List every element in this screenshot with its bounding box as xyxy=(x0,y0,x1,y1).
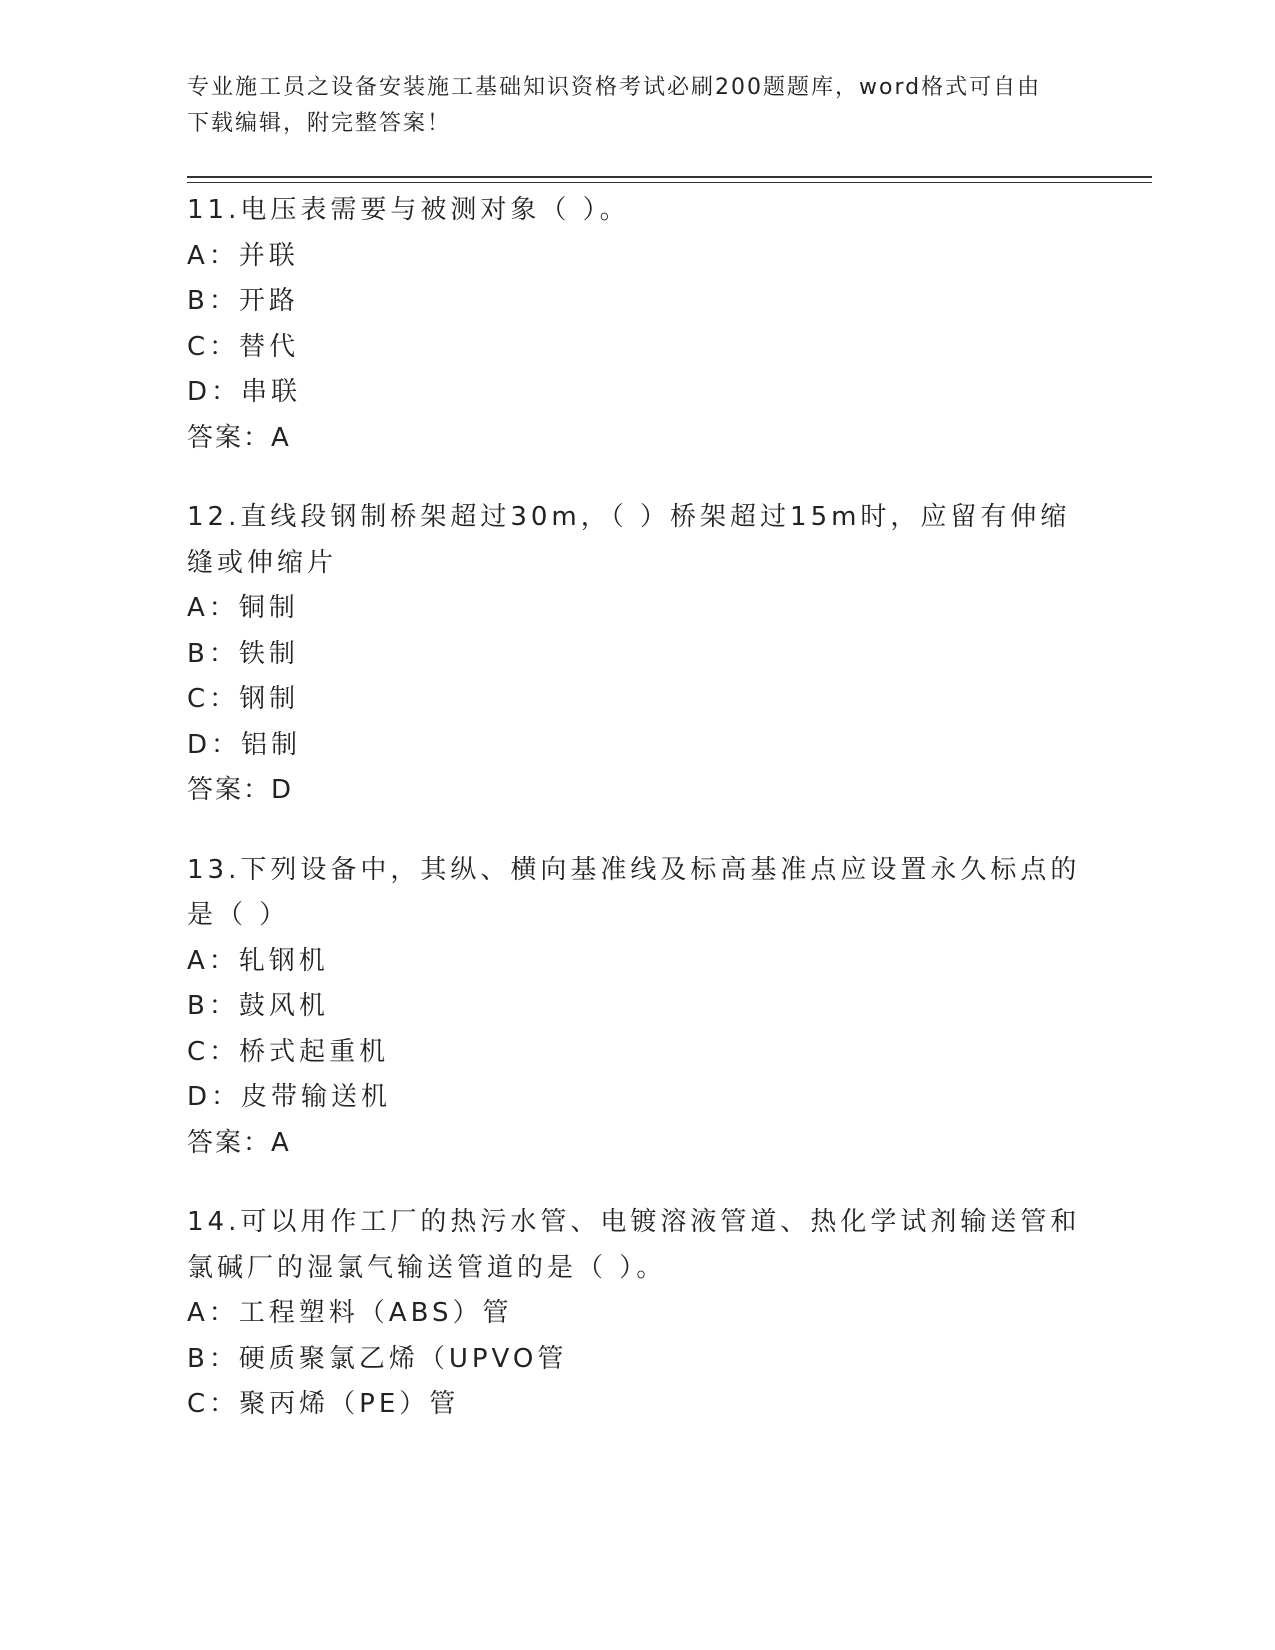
question-12 xyxy=(187,495,1087,814)
question-11 xyxy=(187,188,1087,461)
option-d: D：铝制 xyxy=(187,729,302,760)
option-c: C：聚丙烯（PE）管 xyxy=(187,1389,460,1419)
option-c: C：钢制 xyxy=(187,684,300,714)
option-d: D：串联 xyxy=(187,377,302,407)
option-c: C：替代 xyxy=(187,331,300,362)
option-b: B：硬质聚氯乙烯（UPVO管 xyxy=(187,1343,568,1374)
header-line-1: 专业施工员之设备安装施工基础知识资格考试必刷200题题库，word格式可自由 xyxy=(187,75,1042,100)
question-text: 13.下列设备中，其纵、横向基准线及标高基准点应设置永久标点的是（ ） xyxy=(187,854,1081,930)
question-text: 11.电压表需要与被测对象（ ）。 xyxy=(187,195,630,225)
header-divider-thin xyxy=(187,182,1152,183)
document-header xyxy=(187,70,1087,142)
question-text: 14.可以用作工厂的热污水管、电镀溶液管道、热化学试剂输送管和氯碱厂的湿氯气输送管道的是（ ）。 xyxy=(187,1207,1081,1283)
option-a: A：轧钢机 xyxy=(187,945,329,976)
option-a: A：工程塑料（ABS）管 xyxy=(187,1298,513,1328)
header-divider-thick xyxy=(187,176,1152,178)
header-line-2: 下载编辑，附完整答案！ xyxy=(187,111,452,136)
option-a: A：铜制 xyxy=(187,593,299,623)
option-d: D：皮带输送机 xyxy=(187,1082,392,1112)
answer-line: 答案：A xyxy=(187,1127,291,1158)
question-13 xyxy=(187,848,1087,1167)
question-text: 12.直线段钢制桥架超过30m，（ ）桥架超过15m时，应留有伸缩缝或伸缩片 xyxy=(187,502,1071,578)
question-list xyxy=(187,188,1087,1462)
option-b: B：开路 xyxy=(187,286,299,316)
option-b: B：鼓风机 xyxy=(187,991,329,1021)
answer-line: 答案：A xyxy=(187,422,291,453)
option-b: B：铁制 xyxy=(187,638,299,669)
answer-line: 答案：D xyxy=(187,775,294,805)
option-c: C：桥式起重机 xyxy=(187,1036,390,1067)
question-14 xyxy=(187,1200,1087,1428)
option-a: A：并联 xyxy=(187,240,299,271)
